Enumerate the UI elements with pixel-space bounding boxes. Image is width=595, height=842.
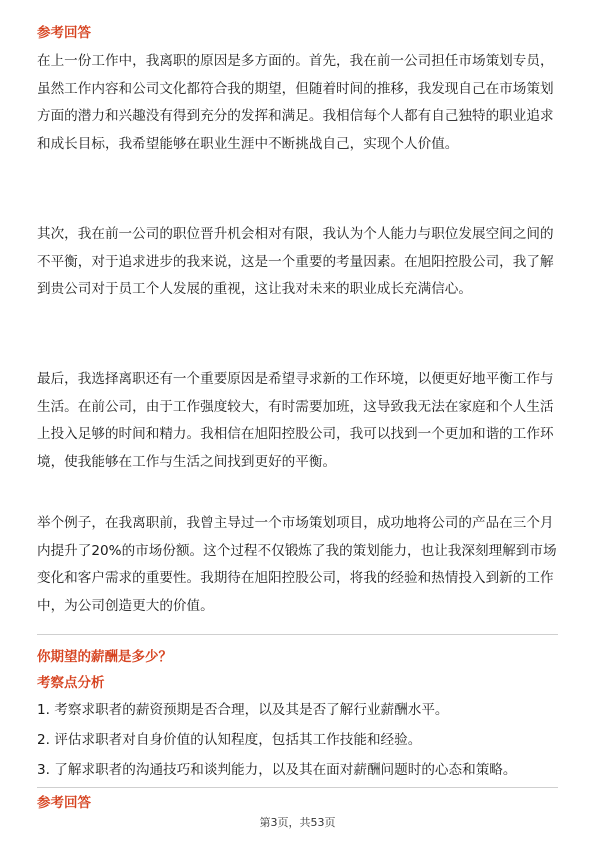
analysis-heading: 考察点分析 [37,675,105,691]
reference-answer-heading-2: 参考回答 [37,795,91,811]
analysis-item-1: 1. 考察求职者的薪资预期是否合理，以及其是否了解行业薪酬水平。 [37,702,449,718]
answer-paragraph-4: 举个例子，在我离职前，我曾主导过一个市场策划项目，成功地将公司的产品在三个月内提升了20%的市场份额。这个过程不仅锻炼了我的策划能力，也让我深刻理解到市场变化和客户需求的重要性。我期待在旭阳控股公司，将我的经验和热情投入到新的工作中，为公司创造更大的价值。 [37,515,557,615]
reference-answer-heading: 参考回答 [37,25,91,41]
analysis-item-2: 2. 评估求职者对自身价值的认知程度，包括其工作技能和经验。 [37,731,422,748]
question-title: 你期望的薪酬是多少？ [37,649,172,665]
page-number: 第3页，共53页 [259,816,336,829]
section-divider-2 [37,787,558,788]
answer-paragraph-3: 最后，我选择离职还有一个重要原因是希望寻求新的工作环境，以便更好地平衡工作与生活。在前公司，由于工作强度较大，有时需要加班，这导致我无法在家庭和个人生活上投入足够的时间和精力。我相信在旭阳控股公司，我可以找到一个更加和谐的工作环境，使我能够在工作与生活之间找到更好的平衡。 [37,371,554,471]
analysis-list [37,696,565,785]
answer-paragraph-1: 在上一份工作中，我离职的原因是多方面的。首先，我在前一公司担任市场策划专员，虽然工作内容和公司文化都符合我的期望，但随着时间的推移，我发现自己在市场策划方面的潜力和兴趣没有得到充分的发挥和满足。我相信每个人都有自己独特的职业追求和成长目标，我希望能够在职业生涯中不断挑战自己，实现个人价值。 [37,53,554,153]
section-divider-1 [37,634,558,635]
answer-paragraph-2: 其次，我在前一公司的职位晋升机会相对有限，我认为个人能力与职位发展空间之间的不平衡，对于追求进步的我来说，这是一个重要的考量因素。在旭阳控股公司，我了解到贵公司对于员工个人发展的重视，这让我对未来的职业成长充满信心。 [37,226,554,298]
analysis-item-3: 3. 了解求职者的沟通技巧和谈判能力，以及其在面对薪酬问题时的心态和策略。 [37,761,517,778]
